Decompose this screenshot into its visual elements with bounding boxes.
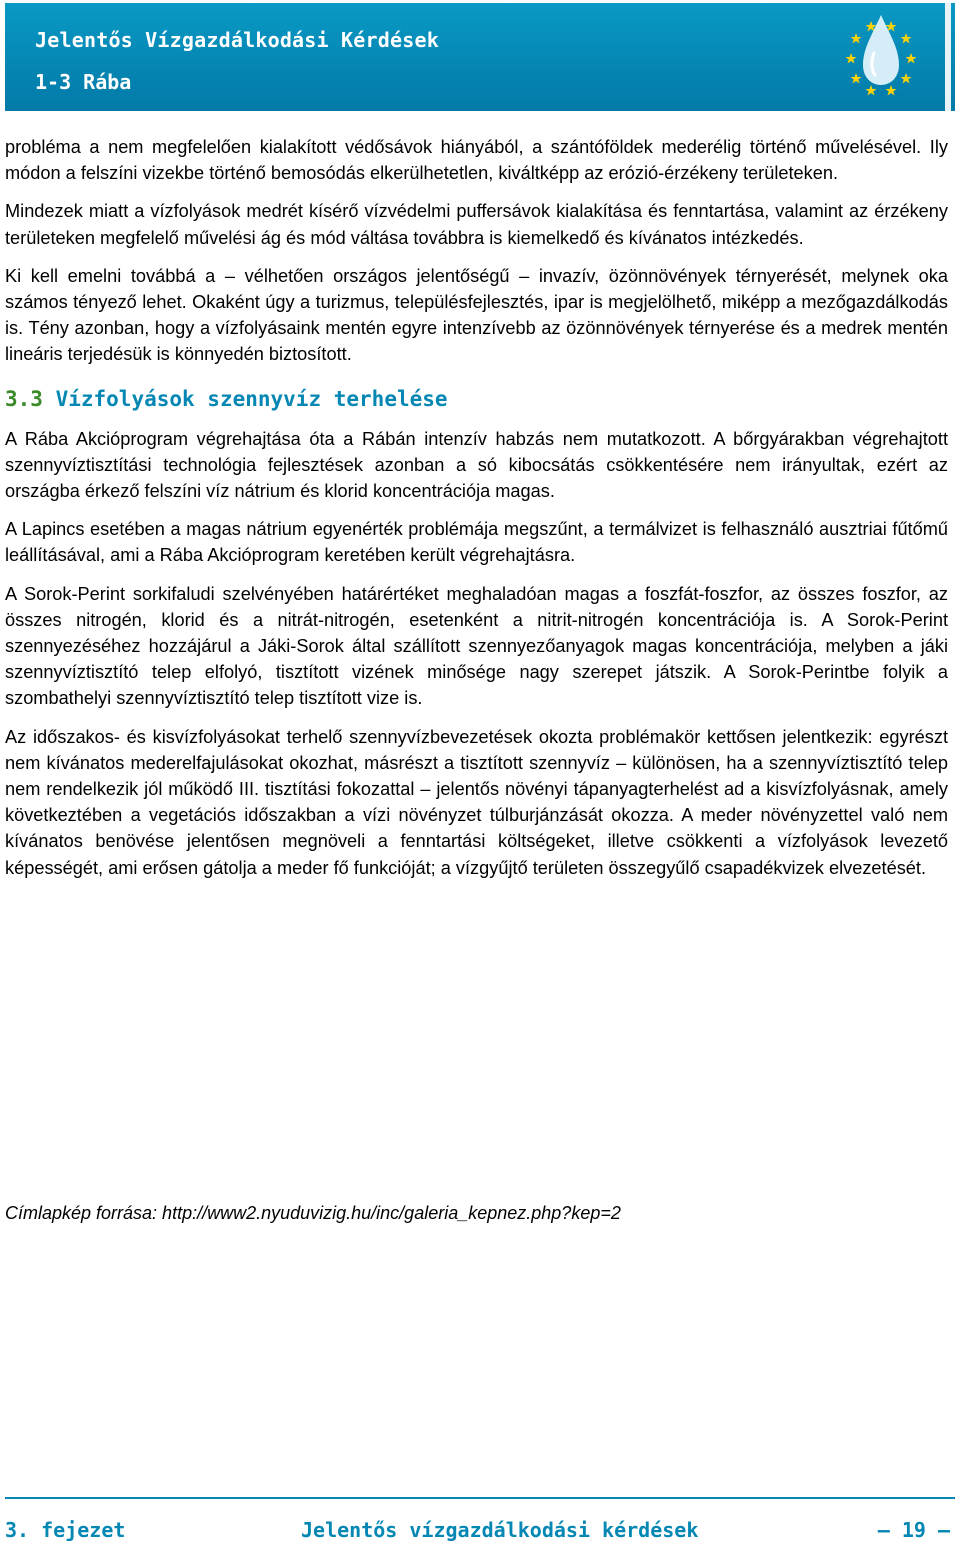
cover-image-credit: Címlapkép forrása: http://www2.nyuduvizig.hu/inc/galeria_kepnez.php?kep=2 [5, 1203, 621, 1223]
section-heading [5, 384, 948, 414]
main-content [5, 134, 948, 893]
paragraph: Ki kell emelni továbbá a – vélhetően országos jelentőségű – invazív, özönnövények térnyerését, melynek oka számos tényező lehet. Okaként úgy a turizmus, településfejlesztés, ipar is megjelölhető, miképp a mezőgazdálkodás is. Tény azonban, hogy a vízfolyásaink mentén egyre intenzívebb az özönnövények térnyerése és a medrek mentén lineáris terjedésük is könnyedén biztosított. [5, 265, 948, 365]
page-number [878, 1518, 950, 1542]
paragraph: Mindezek miatt a vízfolyások medrét kísérő vízvédelmi puffersávok kialakítása és fenntartása, valamint az érzékeny területeken megfelelő művelési ág és mód váltása továbbra is kiemelkedő és kívánatos intézkedés. [5, 201, 948, 248]
paragraph: A Sorok-Perint sorkifaludi szelvényében határértéket meghaladóan magas a foszfát-foszfor, az összes foszfor, az összes nitrogén, klorid és a nitrát-nitrogén, esetenként a nitrit-nitrogén koncentrációja is. A Sorok-Perint szennyezéséhez hozzájárul a Jáki-Sorok által szállított szennyezőanyagok magas koncentrációja, melyben a jáki szennyvíztisztító telep elfolyó, tisztított vizének minősége nagy szerepet játszik. A Sorok-Perintbe folyik a szombathelyi szennyvíztisztító telep tisztított vize is. [5, 583, 948, 709]
footer-divider [5, 1497, 955, 1499]
header-title: Jelentős Vízgazdálkodási Kérdések [35, 28, 439, 52]
page-number-value: 19 [901, 1518, 926, 1542]
page-footer [5, 1518, 950, 1548]
eu-water-drop-logo-icon [811, 3, 951, 111]
page-dash-end: – [937, 1518, 950, 1542]
paragraph: A Lapincs esetében a magas nátrium egyenérték problémája megszűnt, a termálvizet is felhasználó ausztriai fűtőmű leállításával, ami a Rába Akcióprogram keretében került végrehajtásra. [5, 519, 948, 566]
paragraph: A Rába Akcióprogram végrehajtása óta a Rábán intenzív habzás nem mutatkozott. A bőrgyárakban végrehajtott szennyvíztisztítási technológia fejlesztések azonban a só kibocsátás csökkentésére nem irányultak, ezért az országba érkező felszíni víz nátrium és klorid koncentrációja magas. [5, 428, 948, 502]
header-subtitle: 1-3 Rába [35, 70, 132, 94]
section-number: 3.3 [5, 386, 43, 411]
footer-chapter: 3. fejezet [5, 1518, 126, 1542]
section-title: Vízfolyások szennyvíz terhelése [55, 386, 448, 411]
paragraph: Az időszakos- és kisvízfolyásokat terhelő szennyvízbevezetések okozta problémakör kettősen jelentkezik: egyrészt nem kívánatos mederelfajulásokat okozhat, másrészt a tisztított szennyvíz – különösen, ha a szennyvíztisztító telep nem rendelkezik jól működő III. tisztítási fokozattal – jelentős növényi tápanyagterhelést ad a kisvízfolyásnak, amely következtében a vegetációs időszakban a vízi növényzet túlburjánzását okozza. A meder növényzettel való nem kívánatos benövése jelentősen megnöveli a fenntartási költségeket, illetve csökkenti a vízfolyások levezető képességét, ami erősen gátolja a meder fő funkcióját; a vízgyűjtő területen összegyűlő csapadékvizek elvezetését. [5, 726, 948, 878]
page-header [5, 3, 955, 111]
paragraph: probléma a nem megfelelően kialakított védősávok hiányából, a szántóföldek mederélig történő művelésével. Ily módon a felszíni vizekbe történő bemosódás elkerülhetetlen, kiváltképp az erózió-érzékeny területeken. [5, 137, 948, 184]
footer-title: Jelentős vízgazdálkodási kérdések [301, 1518, 699, 1542]
page-dash: – [877, 1518, 890, 1542]
